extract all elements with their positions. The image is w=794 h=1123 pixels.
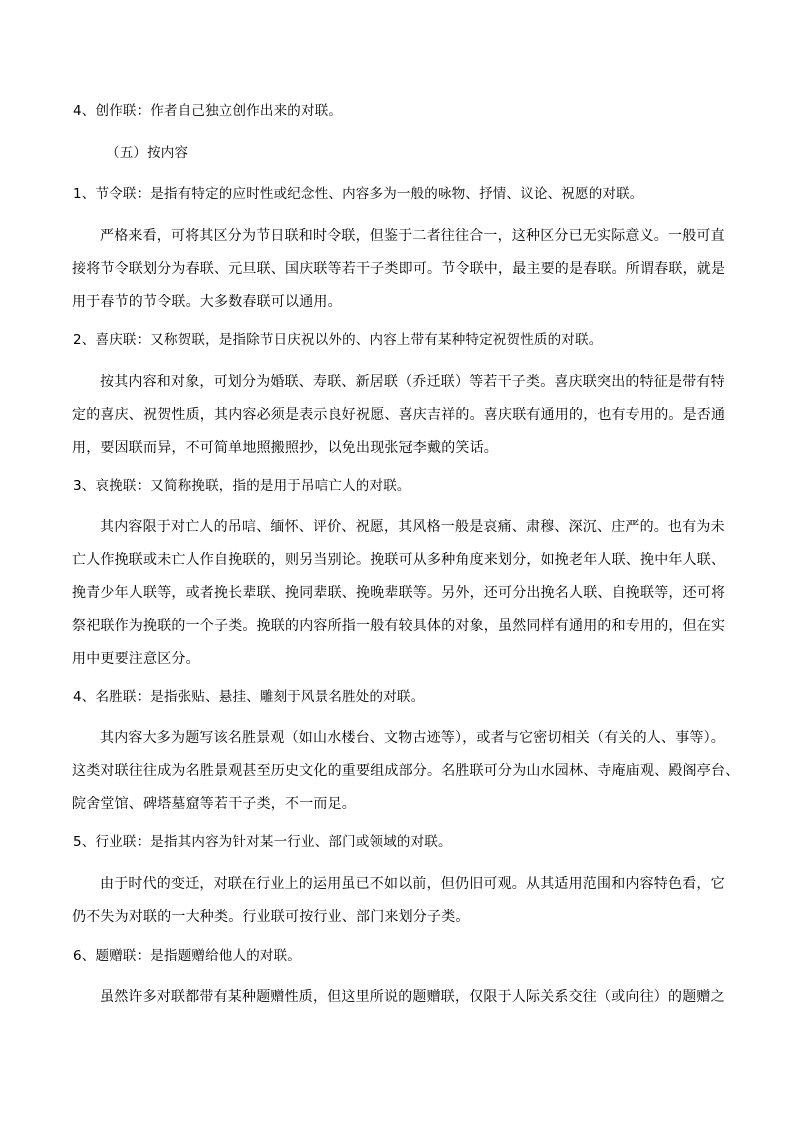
section-heading-by-content [80, 137, 756, 170]
paragraph-elegiac-couplet [72, 511, 726, 676]
text-line: 亡人作挽联或未亡人作自挽联的，则另当别论。挽联可从多种角度来划分，如挽老年人联、挽中年人联、 [72, 552, 726, 568]
text-line: 用中更要注意区分。 [72, 651, 200, 667]
paragraph-festival-couplet [72, 220, 726, 319]
text-line: 6、题赠联：是指题赠给他人的对联。 [73, 948, 301, 964]
text-line: 严格来看，可将其区分为节日联和时令联，但鉴于二者往往合一，这种区分已无实际意义。一般可直 [100, 228, 725, 244]
text-line: 由于时代的变迁，对联在行业上的运用虽已不如以前，但仍旧可观。从其适用范围和内容特色看，它 [100, 876, 725, 892]
text-line: 院舍堂馆、碑塔墓窟等若干子类，不一而足。 [72, 796, 356, 812]
text-line: 这类对联往往成为名胜景观甚至历史文化的重要组成部分。名胜联可分为山水园林、寺庵庙观、殿阁亭台、 [72, 763, 740, 779]
heading-festival-couplet [72, 178, 723, 211]
text-line: 用，要因联而异，不可简单地照搬照抄，以免出现张冠李戴的笑话。 [72, 440, 498, 456]
text-line: 1、节令联：是指有特定的应时性或纪念性、内容多为一般的咏物、抒情、议论、祝愿的对联。 [73, 186, 644, 202]
paragraph-scenic-couplet [72, 722, 740, 821]
text-line: 祭祀联作为挽联的一个子类。挽联的内容所指一般有较具体的对象，虽然同样有通用的和专用的，但在实 [72, 618, 726, 634]
text-line: 4、创作联：作者自己独立创作出来的对联。 [73, 103, 343, 119]
text-line: 按其内容和对象，可划分为婚联、寿联、新居联（乔迁联）等若干子类。喜庆联突出的特征是带有特 [100, 374, 725, 390]
heading-elegiac-couplet [72, 470, 723, 503]
text-line: 虽然许多对联都带有某种题赠性质，但这里所说的题赠联，仅限于人际关系交往（或向往）的题赠之 [100, 989, 725, 1005]
text-line: 4、名胜联：是指张贴、悬挂、雕刻于风景名胜处的对联。 [73, 689, 425, 705]
text-line: 2、喜庆联：又称贺联，是指除节日庆祝以外的、内容上带有某种特定祝贺性质的对联。 [73, 332, 603, 348]
text-line: 挽青少年人联等，或者挽长辈联、挽同辈联、挽晚辈联等。另外，还可分出挽名人联、自挽联等，还可将 [72, 585, 726, 601]
text-line: 接将节令联划分为春联、元旦联、国庆联等若干子类即可。节令联中，最主要的是春联。所谓春联，就是 [72, 261, 726, 277]
paragraph-industry-couplet [72, 868, 725, 934]
heading-celebration-couplet [72, 324, 723, 357]
paragraph-celebration-couplet [72, 366, 726, 465]
text-line: （五）按内容 [106, 145, 189, 161]
text-line: 其内容大多为题写该名胜景观（如山水楼台、文物古迹等），或者与它密切相关（有关的人、事等）。 [100, 730, 725, 746]
heading-dedication-couplet [72, 940, 723, 973]
text-line: 3、哀挽联：又简称挽联，指的是用于吊唁亡人的对联。 [73, 478, 411, 494]
text-line: 定的喜庆、祝贺性质，其内容必须是表示良好祝愿、喜庆吉祥的。喜庆联有通用的，也有专用的。是否通 [72, 407, 726, 423]
text-line: 用于春节的节令联。大多数春联可以通用。 [72, 294, 342, 310]
heading-industry-couplet [72, 826, 723, 859]
paragraph-dedication-couplet [72, 981, 725, 1014]
text-line: 其内容限于对亡人的吊唁、缅怀、评价、祝愿，其风格一般是哀痛、肃穆、深沉、庄严的。也有为未 [100, 519, 725, 535]
heading-scenic-couplet [72, 681, 723, 714]
text-line: 仍不失为对联的一大种类。行业联可按行业、部门来划分子类。 [72, 909, 470, 925]
heading-creative-couplet [72, 95, 723, 128]
text-line: 5、行业联：是指其内容为针对某一行业、部门或领域的对联。 [73, 834, 452, 850]
